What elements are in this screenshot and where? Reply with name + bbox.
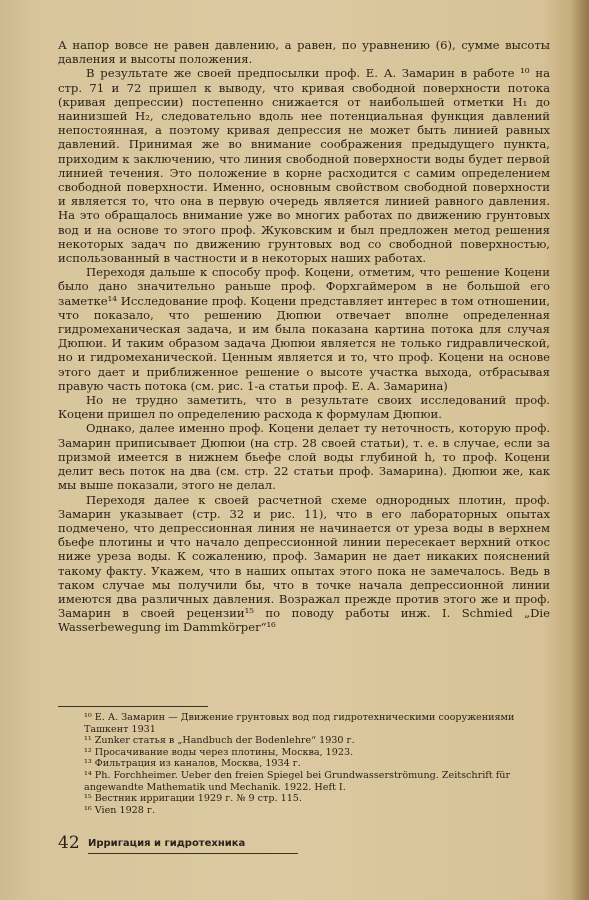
paragraph-5: Однако, далее именно проф. Коцени делает ту неточность, которую проф. Замарин приписывает Дюпюи (на стр. 28 своей статьи), т. е. в случае, если за призмой имеется в нижнем бьефе слой воды глубиной h, то проф. Коцени делит весь поток на два (см. стр. 22 статьи проф. Замарина). Дюпюи же, как мы выше показали, этого не делал. [58, 421, 550, 493]
page-footer [58, 833, 458, 863]
footnotes [84, 712, 554, 816]
paragraph-2: В результате же своей предпосылки проф. Е. А. Замарин в работе ¹⁰ на стр. 71 и 72 пришел к выводу, что кривая свободной поверхности потока (кривая депрессии) постепенно снижается от наибольшей отметки H₁ до наинизшей H₂, следовательно вдоль нее потенциальная функция давлений непостоянная, а поэтому кривая депрессия не может быть линией равных давлений. Принимая же во внимание соображения предыдущего пункта, приходим к заключению, что линия свободной поверхности воды будет первой линией течения. Это положение в корне расходится с самим определением свободной поверхности. Именно, основным свойством свободной поверхности и является то, что она в первую очередь является линией равного давления. На это обращалось внимание уже во многих работах по движению грунтовых вод и на основе то этого проф. Жуковским и был предложен метод решения некоторых задач по движению грунтовых вод со свободной поверхностью, использованный в частности и в некоторых наших работах. [58, 66, 550, 266]
footnote-divider [58, 706, 208, 707]
paragraph-6: Переходя далее к своей расчетной схеме однородных плотин, проф. Замарин указывает (стр. 32 и рис. 11), что в его лабораторных опытах подмечено, что депрессионная линия не начинается от уреза воды в верхнем бьефе плотины и что начало депрессионной линии пересекает верхний откос ниже уреза воды. К сожалению, проф. Замарин не дает никаких пояснений такому факту. Укажем, что в наших опытах этого пока не замечалось. Ведь в таком случае мы получили бы, что в точке начала депрессионной линии имеются два различных давления. Возражал прежде против этого же и проф. Замарин в своей рецензии¹⁵ по поводу работы инж. I. Schmied „Die Wasserbewegung im Dammkörper“¹⁶ [58, 492, 550, 635]
main-text [58, 38, 550, 635]
footnote-10: ¹⁰ Е. А. Замарин — Движение грунтовых вод под гидротехническими сооружениями Ташкент 1931 [84, 712, 515, 735]
footnote-14: ¹⁴ Ph. Forchheimer. Ueber den freien Spiegel bei Grundwasserströmung. Zeitschrift für angewandte Mathematik und Mechanik. 1922. Heft I. [84, 769, 511, 793]
paragraph-4: Но не трудно заметить, что в результате своих исследований проф. Коцени пришел по определению расхода к формулам Дюпюи. [58, 393, 550, 422]
paragraph-3: Переходя дальше к способу проф. Коцени, отметим, что решение Коцени было дано значительно раньше проф. Форхгаймером в не большой его заметке¹⁴ Исследование проф. Коцени представляет интерес в том отношении, что показало, что решению Дюпюи отвечает вполне определенная гидромеханическая задача, и им была показана картина потока для случая Дюпюи. И таким образом задача Дюпюи является не только гидравлической, но и гидромеханической. Ценным является и то, что проф. Коцени на основе этого дает и приближенное решение о высоте участка выхода, отбрасывая правую часть потока (см. рис. 1-а статьи проф. Е. А. Замарина) [58, 265, 550, 393]
footer-underline [88, 853, 298, 854]
running-title: Ирригация и гидротехника [88, 838, 246, 849]
footnote-16: ¹⁶ Vien 1928 г. [84, 804, 156, 816]
footnote-15: ¹⁵ Вестник ирригации 1929 г. № 9 стр. 115. [84, 793, 302, 805]
page-number: 42 [58, 833, 80, 853]
paragraph-1: А напор вовсе не равен давлению, а равен, по уравнению (6), сумме высоты давления и высоты положения. [58, 38, 550, 67]
footnote-12: ¹² Просачивание воды через плотины, Москва, 1923. [84, 746, 354, 758]
footnote-13: ¹³ Фильтрация из каналов, Москва, 1934 г. [84, 758, 301, 770]
footnote-11: ¹¹ Zunker статья в „Handbuch der Bodenlehre“ 1930 г. [84, 735, 355, 747]
page-spine-shadow [571, 0, 589, 900]
